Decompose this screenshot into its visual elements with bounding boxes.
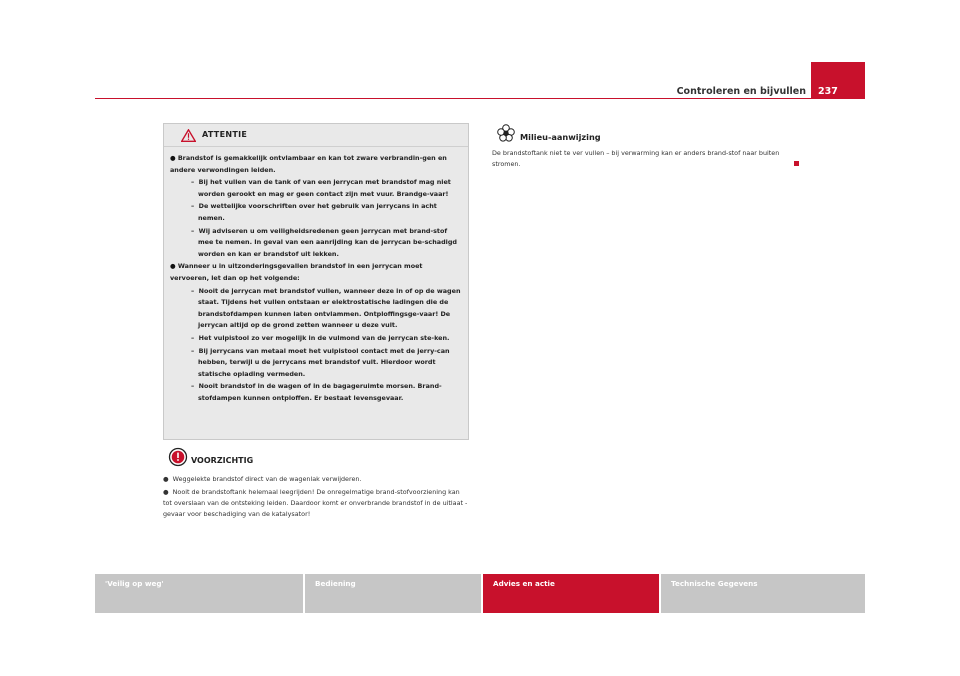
warning-item: ● Brandstof is gemakkelijk ontvlambaar en kan tot zware verbrandin-gen en andere verwondingen leiden. (170, 154, 447, 174)
warning-body (164, 147, 468, 404)
caution-body (163, 473, 469, 520)
tab-veilig-op-weg[interactable]: 'Veilig op weg' (95, 574, 303, 613)
warning-item: – Wij adviseren u om veiligheidsredenen geen jerrycan met brand-stof mee te nemen. In geval van een aanrijding kan de jerrycan be-schadigd worden en kan er brandstof uit lekken. (191, 226, 457, 258)
warning-title: ATTENTIE (202, 130, 248, 139)
environment-title: Milieu-aanwijzing (520, 132, 601, 142)
warning-item: – Het vulpistool zo ver mogelijk in de vulmond van de jerrycan ste-ken. (191, 333, 450, 342)
chapter-tabs (95, 574, 865, 613)
environment-text: De brandstoftank niet te ver vullen – bij verwarming kan er anders brand-stof naar buiten stromen. (492, 149, 780, 168)
warning-box (163, 123, 469, 440)
warning-item: – Nooit de jerrycan met brandstof vullen, wanneer deze in of op de wagen staat. Tijdens het vullen ontstaan er elektrostatische ladingen die de brandstofdampen kunnen laten ontvlammen. Ontploffingsge-vaar! De jerrycan altijd op de grond zetten wanneer u deze vult. (191, 286, 461, 330)
warning-item: – De wettelijke voorschriften over het gebruik van jerrycans in acht nemen. (191, 202, 437, 222)
warning-item: – Bij jerrycans van metaal moet het vulpistool contact met de jerry-can hebben, terwijl u de jerrycans met brandstof vult. Hierdoor wordt statische oplading vermeden. (191, 346, 450, 378)
warning-header (164, 124, 468, 147)
caution-header (163, 447, 469, 473)
tab-technische-gegevens[interactable]: Technische Gegevens (661, 574, 865, 613)
caution-item: ● Nooit de brandstoftank helemaal leegrijden! De onregelmatige brand-stofvoorziening kan tot overslaan van de ontsteking leiden. Daardoor komt er onverbrande brandstof in de uitlaat - gevaar voor beschadiging van de katalysator! (163, 488, 468, 518)
warning-item: ● Wanneer u in uitzonderingsgevallen brandstof in een jerrycan moet vervoeren, let dan op het volgende: (170, 262, 423, 282)
caution-title: VOORZICHTIG (191, 456, 254, 465)
header-rule (95, 98, 865, 99)
tab-bediening[interactable]: Bediening (305, 574, 481, 613)
caution-section (163, 447, 469, 522)
tab-advies-en-actie[interactable]: Advies en actie (483, 574, 659, 613)
running-header-title: Controleren en bijvullen (676, 86, 806, 97)
warning-item: – Nooit brandstof in de wagen of in de bagageruimte morsen. Brand-stofdampen kunnen ontploffen. Er bestaat levensgevaar. (191, 382, 442, 402)
exclamation-circle-icon (168, 447, 188, 467)
caution-item: ● Weggelekte brandstof direct van de wagenlak verwijderen. (163, 475, 362, 483)
environment-header (492, 123, 792, 145)
page-number: 237 (818, 86, 838, 97)
environment-note (492, 123, 792, 170)
warning-item: – Bij het vullen van de tank of van een jerrycan met brandstof mag niet worden gerookt en mag er geen contact zijn met vuur. Brandge-vaar! (191, 178, 451, 198)
flower-icon (496, 123, 516, 143)
warning-triangle-icon (181, 129, 196, 142)
section-end-marker (794, 161, 799, 166)
